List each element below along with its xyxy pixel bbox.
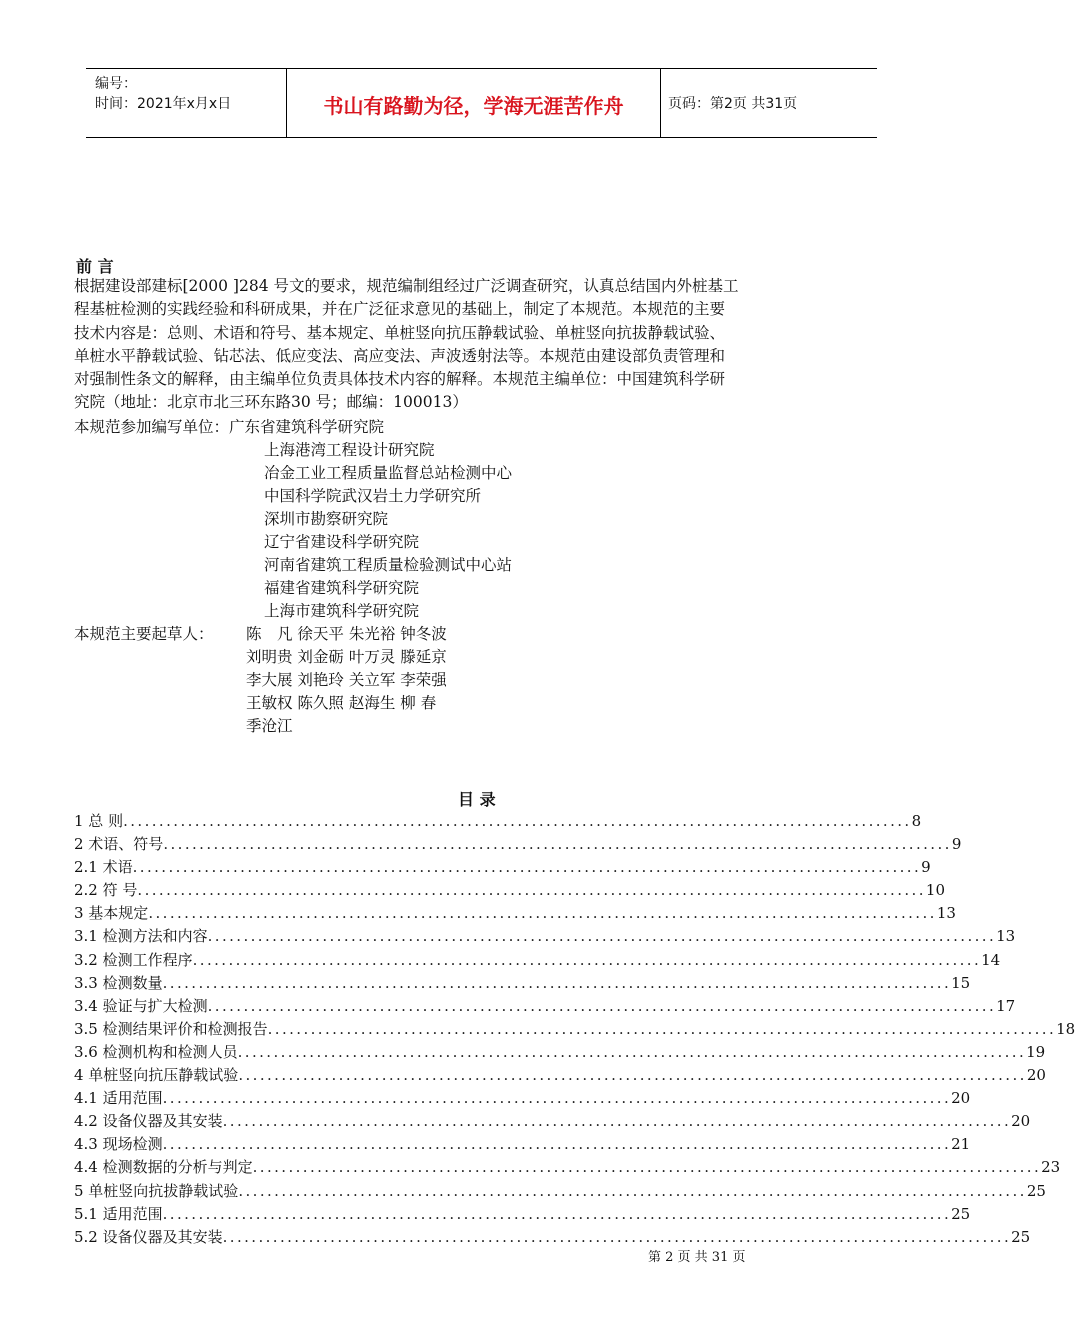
toc-dot-leader: .............................................................................................................. bbox=[207, 927, 997, 946]
participant-unit: 福建省建筑科学研究院 bbox=[264, 579, 420, 597]
drafter-names: 刘明贵 刘金砺 叶万灵 滕延京 bbox=[246, 648, 447, 666]
toc-entry[interactable] bbox=[74, 949, 1001, 972]
toc-entry[interactable] bbox=[74, 833, 962, 856]
drafter-names: 李大展 刘艳玲 关立军 李荣强 bbox=[246, 671, 447, 689]
page-footer: 第 2 页 共 31 页 bbox=[648, 1250, 746, 1265]
preface-line: 技术内容是：总则、术语和符号、基本规定、单桩竖向抗压静载试验、单桩竖向抗拔静载试验、 bbox=[74, 323, 726, 342]
toc-entry[interactable] bbox=[74, 995, 1016, 1018]
toc-entry-label: 1 总 则 bbox=[74, 812, 124, 830]
toc-entry[interactable] bbox=[74, 856, 931, 879]
preface-line: 对强制性条文的解释，由主编单位负责具体技术内容的解释。本规范主编单位：中国建筑科学研 bbox=[74, 370, 726, 389]
toc-dot-leader: .............................................................................................................. bbox=[162, 1089, 952, 1108]
toc-entry[interactable] bbox=[74, 1064, 1046, 1087]
preface-line: 程基桩检测的实践经验和科研成果，并在广泛征求意见的基础上，制定了本规范。本规范的主要 bbox=[74, 300, 726, 319]
toc-entry[interactable] bbox=[74, 1018, 1075, 1041]
toc-entry-label: 3.5 检测结果评价和检测报告 bbox=[74, 1019, 268, 1038]
toc-entry-page: 20 bbox=[951, 1089, 971, 1108]
toc-dot-leader: .............................................................................................................. bbox=[162, 1135, 952, 1154]
participant-unit: 河南省建筑工程质量检验测试中心站 bbox=[264, 556, 513, 574]
toc-entry-page: 19 bbox=[1026, 1042, 1046, 1061]
toc-dot-leader: .............................................................................................................. bbox=[123, 812, 912, 830]
participant-unit: 深圳市勘察研究院 bbox=[264, 510, 389, 528]
toc-dot-leader: .............................................................................................................. bbox=[222, 1112, 1012, 1131]
toc-entry-page: 14 bbox=[981, 950, 1001, 969]
preface-line: 究院（地址：北京市北三环东路30 号；邮编：100013） bbox=[74, 393, 468, 412]
toc-dot-leader: .............................................................................................................. bbox=[238, 1181, 1027, 1200]
header-motto-cell bbox=[286, 69, 661, 137]
toc-entry[interactable] bbox=[74, 1041, 1046, 1064]
participant-unit: 中国科学院武汉岩土力学研究所 bbox=[264, 487, 482, 505]
toc-entry-page: 20 bbox=[1011, 1112, 1031, 1131]
participant-unit: 上海市建筑科学研究院 bbox=[264, 602, 420, 620]
toc-entry-page: 15 bbox=[951, 973, 971, 992]
toc-entry[interactable] bbox=[74, 879, 945, 902]
toc-entry[interactable] bbox=[74, 1156, 1061, 1179]
toc-dot-leader: .............................................................................................................. bbox=[267, 1019, 1057, 1038]
toc-entry-label: 4.2 设备仪器及其安装 bbox=[74, 1112, 223, 1131]
toc-entry-label: 3.6 检测机构和检测人员 bbox=[74, 1042, 238, 1061]
toc-title: 目 录 bbox=[458, 790, 496, 809]
toc-entry-label: 4.1 适用范围 bbox=[74, 1089, 163, 1108]
toc-entry-page: 13 bbox=[996, 927, 1016, 946]
preface-paragraph bbox=[74, 275, 890, 415]
participant-unit: 冶金工业工程质量监督总站检测中心 bbox=[264, 464, 513, 482]
toc-dot-leader: .............................................................................................................. bbox=[192, 950, 982, 969]
toc-entry-label: 4.4 检测数据的分析与判定 bbox=[74, 1158, 253, 1177]
toc-entry-label: 3.4 验证与扩大检测 bbox=[74, 996, 208, 1015]
toc-entry[interactable] bbox=[74, 972, 971, 995]
drafters-label: 本规范主要起草人： bbox=[74, 625, 214, 643]
toc-dot-leader: .............................................................................................................. bbox=[237, 1042, 1027, 1061]
toc-entry-page: 25 bbox=[1026, 1181, 1046, 1200]
table-of-contents bbox=[74, 810, 1075, 1249]
toc-entry[interactable] bbox=[74, 1110, 1031, 1133]
document-date-label: 时间：2021年x月x日 bbox=[95, 96, 232, 112]
document-number-label: 编号： bbox=[95, 76, 137, 92]
toc-entry-page: 25 bbox=[951, 1204, 971, 1223]
toc-entry[interactable] bbox=[74, 925, 1016, 948]
drafter-names: 季沧江 bbox=[246, 717, 293, 735]
header-page-info: 页码：第2页 共31页 bbox=[668, 96, 798, 112]
toc-entry-label: 3.1 检测方法和内容 bbox=[74, 927, 208, 946]
toc-dot-leader: .............................................................................................................. bbox=[163, 835, 952, 854]
toc-entry-page: 18 bbox=[1056, 1019, 1075, 1038]
toc-entry-page: 9 bbox=[921, 858, 931, 877]
toc-entry-label: 3 基本规定 bbox=[74, 904, 149, 923]
page-header bbox=[86, 68, 877, 138]
toc-dot-leader: .............................................................................................................. bbox=[162, 973, 952, 992]
toc-dot-leader: .............................................................................................................. bbox=[207, 996, 997, 1015]
toc-entry-label: 4 单桩竖向抗压静载试验 bbox=[74, 1066, 239, 1085]
participants-label: 本规范参加编写单位： bbox=[74, 418, 230, 436]
participant-unit: 辽宁省建设科学研究院 bbox=[264, 533, 420, 551]
drafter-names: 陈 凡 徐天平 朱光裕 钟冬波 bbox=[246, 625, 447, 643]
toc-entry-label: 5.2 设备仪器及其安装 bbox=[74, 1227, 223, 1246]
toc-entry-label: 5 单桩竖向抗拔静载试验 bbox=[74, 1181, 239, 1200]
toc-entry-label: 5.1 适用范围 bbox=[74, 1204, 163, 1223]
toc-entry[interactable] bbox=[74, 1133, 971, 1156]
toc-dot-leader: .............................................................................................................. bbox=[162, 1204, 952, 1223]
header-meta-cell bbox=[86, 69, 286, 137]
toc-entry-label: 3.2 检测工作程序 bbox=[74, 950, 193, 969]
toc-entry-page: 21 bbox=[951, 1135, 971, 1154]
toc-entry-label: 2.2 符 号 bbox=[74, 881, 138, 900]
toc-dot-leader: .............................................................................................................. bbox=[132, 858, 922, 877]
toc-entry-label: 3.3 检测数量 bbox=[74, 973, 163, 992]
toc-entry[interactable] bbox=[74, 1203, 971, 1226]
toc-entry-page: 8 bbox=[911, 812, 922, 830]
toc-dot-leader: .............................................................................................................. bbox=[137, 881, 926, 900]
toc-entry-page: 20 bbox=[1026, 1066, 1046, 1085]
preface-line: 根据建设部建标[2000 ]284 号文的要求，规范编制组经过广泛调查研究，认真总结国内外桩基工 bbox=[74, 277, 739, 295]
drafter-names: 王敏权 陈久照 赵海生 柳 春 bbox=[246, 694, 437, 712]
toc-dot-leader: .............................................................................................................. bbox=[148, 904, 937, 923]
header-motto: 书山有路勤为径，学海无涯苦作舟 bbox=[323, 94, 624, 118]
toc-entry-label: 2 术语、符号 bbox=[74, 835, 164, 854]
toc-entry-label: 4.3 现场检测 bbox=[74, 1135, 163, 1154]
toc-entry[interactable] bbox=[74, 902, 956, 925]
toc-dot-leader: .............................................................................................................. bbox=[222, 1227, 1012, 1246]
toc-entry[interactable] bbox=[74, 1087, 971, 1110]
toc-entry-page: 25 bbox=[1011, 1227, 1031, 1246]
toc-entry-page: 9 bbox=[951, 835, 962, 854]
participant-unit: 广东省建筑科学研究院 bbox=[229, 418, 385, 436]
toc-entry[interactable] bbox=[74, 1226, 1031, 1249]
toc-entry-page: 23 bbox=[1041, 1158, 1061, 1177]
toc-entry[interactable] bbox=[74, 1180, 1046, 1203]
toc-entry-page: 13 bbox=[936, 904, 956, 923]
toc-entry-page: 10 bbox=[925, 881, 945, 900]
toc-dot-leader: .............................................................................................................. bbox=[238, 1066, 1027, 1085]
toc-entry[interactable] bbox=[74, 810, 922, 833]
preface-title: 前 言 bbox=[76, 257, 114, 276]
toc-dot-leader: .............................................................................................................. bbox=[252, 1158, 1042, 1177]
preface-line: 单桩水平静载试验、钻芯法、低应变法、高应变法、声波透射法等。本规范由建设部负责管理和 bbox=[74, 346, 726, 365]
toc-entry-label: 2.1 术语 bbox=[74, 858, 133, 877]
participant-unit: 上海港湾工程设计研究院 bbox=[264, 441, 435, 459]
toc-entry-page: 17 bbox=[996, 996, 1016, 1015]
